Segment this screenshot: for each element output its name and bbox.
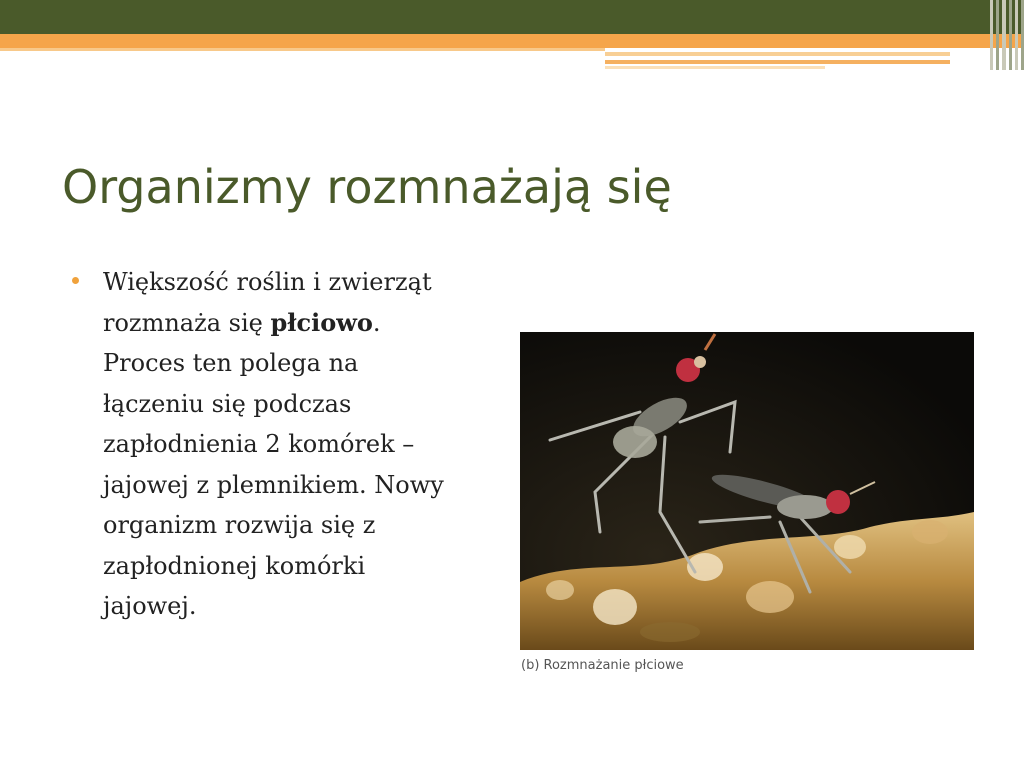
bullet-text-before: Większość roślin i zwierząt rozmnaża się	[103, 268, 432, 337]
top-bar-dark	[0, 0, 1024, 34]
accent-line-2	[605, 60, 950, 64]
figure-caption: (b) Rozmnażanie płciowe	[521, 658, 684, 673]
mating-flies-photo	[520, 332, 974, 650]
flies-illustration	[520, 332, 974, 650]
figure	[518, 332, 974, 682]
top-bar-orange-light	[0, 48, 605, 51]
slide-title: Organizmy rozmnażają się	[62, 160, 672, 214]
accent-line-1	[605, 52, 950, 56]
corner-stripes	[990, 0, 1024, 70]
bullet-icon	[72, 277, 79, 284]
accent-line-3	[605, 66, 825, 69]
bullet-list	[72, 262, 452, 627]
bullet-bold-word: płciowo	[270, 307, 373, 337]
bullet-item	[72, 262, 452, 627]
bullet-text-after: . Proces ten polega na łączeniu się podczas zapłodnienia 2 komórek – jajowej z plemnikiem. Nowy organizm rozwija się z zapłodnionej komórki jajowej.	[103, 308, 444, 620]
top-bar-orange	[0, 34, 1024, 48]
